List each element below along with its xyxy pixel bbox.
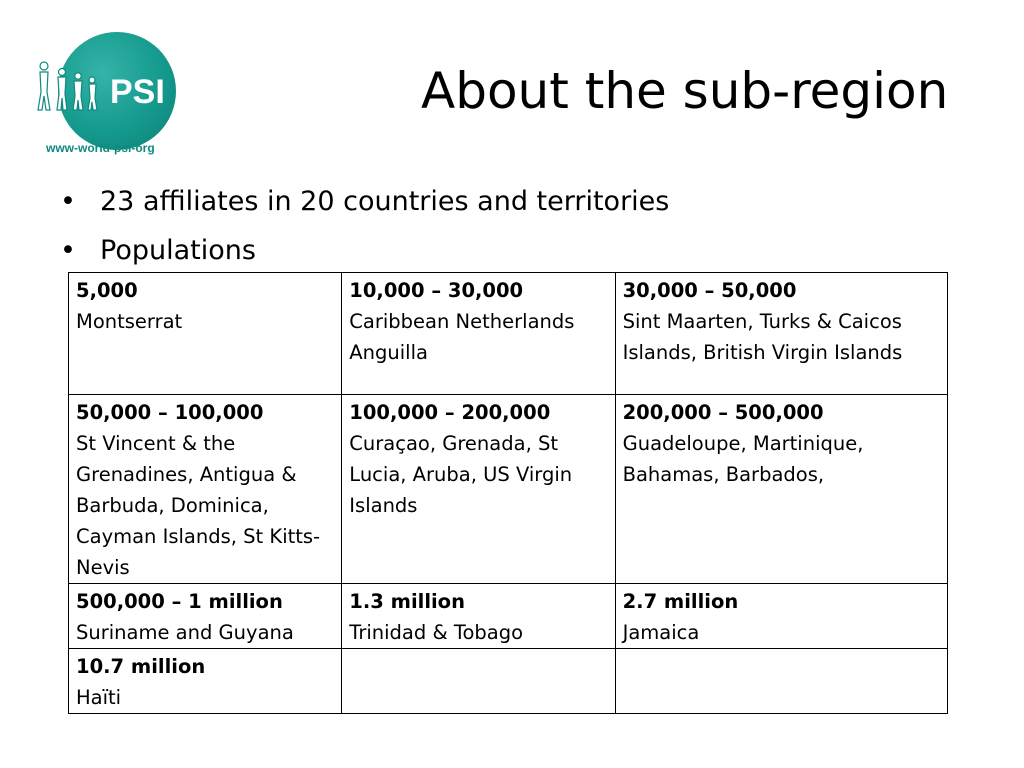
territory-list: Curaçao, Grenada, St Lucia, Aruba, US Virgin Islands <box>349 432 573 517</box>
table-row <box>69 649 948 714</box>
table-cell <box>342 395 615 584</box>
population-table <box>68 272 948 714</box>
population-range: 10,000 – 30,000 <box>349 279 524 302</box>
territory-list: Caribbean Netherlands Anguilla <box>349 310 575 364</box>
table-row <box>69 584 948 649</box>
population-range: 1.3 million <box>349 590 465 613</box>
bullet-text: Populations <box>100 235 256 266</box>
population-range: 100,000 – 200,000 <box>349 401 551 424</box>
population-range: 500,000 – 1 million <box>76 590 283 613</box>
table-row <box>69 273 948 395</box>
table-cell <box>69 273 342 395</box>
table-cell-empty <box>342 649 615 714</box>
psi-family-figures-icon <box>32 58 122 118</box>
territory-list: Guadeloupe, Martinique, Bahamas, Barbados, <box>622 432 864 486</box>
table-cell <box>342 273 615 395</box>
bullet-item <box>60 186 669 235</box>
territory-list: Haïti <box>76 686 122 709</box>
population-range: 10.7 million <box>76 655 206 678</box>
bullet-dot-icon: • <box>60 186 76 217</box>
territory-list: Suriname and Guyana <box>76 621 294 644</box>
logo-url: www-world-psi-org <box>46 141 155 155</box>
territory-list: Trinidad & Tobago <box>349 621 524 644</box>
table-cell <box>615 273 947 395</box>
bullet-list <box>60 186 669 284</box>
slide-title: About the sub-region <box>421 62 949 120</box>
logo-brand-text: PSI <box>110 73 165 111</box>
population-range: 30,000 – 50,000 <box>622 279 797 302</box>
territory-list: Jamaica <box>622 621 700 644</box>
population-range: 50,000 – 100,000 <box>76 401 264 424</box>
bullet-text: 23 affiliates in 20 countries and territories <box>100 186 670 217</box>
territory-list: St Vincent & the Grenadines, Antigua & Barbuda, Dominica, Cayman Islands, St Kitts-Nevis <box>76 432 321 579</box>
table-cell <box>615 395 947 584</box>
population-range: 2.7 million <box>622 590 739 613</box>
population-range: 5,000 <box>76 279 138 302</box>
table-cell <box>342 584 615 649</box>
population-range: 200,000 – 500,000 <box>622 401 824 424</box>
table-cell <box>615 584 947 649</box>
table-cell <box>69 395 342 584</box>
territory-list: Sint Maarten, Turks & Caicos Islands, British Virgin Islands <box>622 310 903 364</box>
bullet-dot-icon: • <box>60 235 76 266</box>
table-cell-empty <box>615 649 947 714</box>
psi-logo <box>28 30 178 160</box>
table-cell <box>69 649 342 714</box>
territory-list: Montserrat <box>76 310 183 333</box>
table-cell <box>69 584 342 649</box>
table-row <box>69 395 948 584</box>
